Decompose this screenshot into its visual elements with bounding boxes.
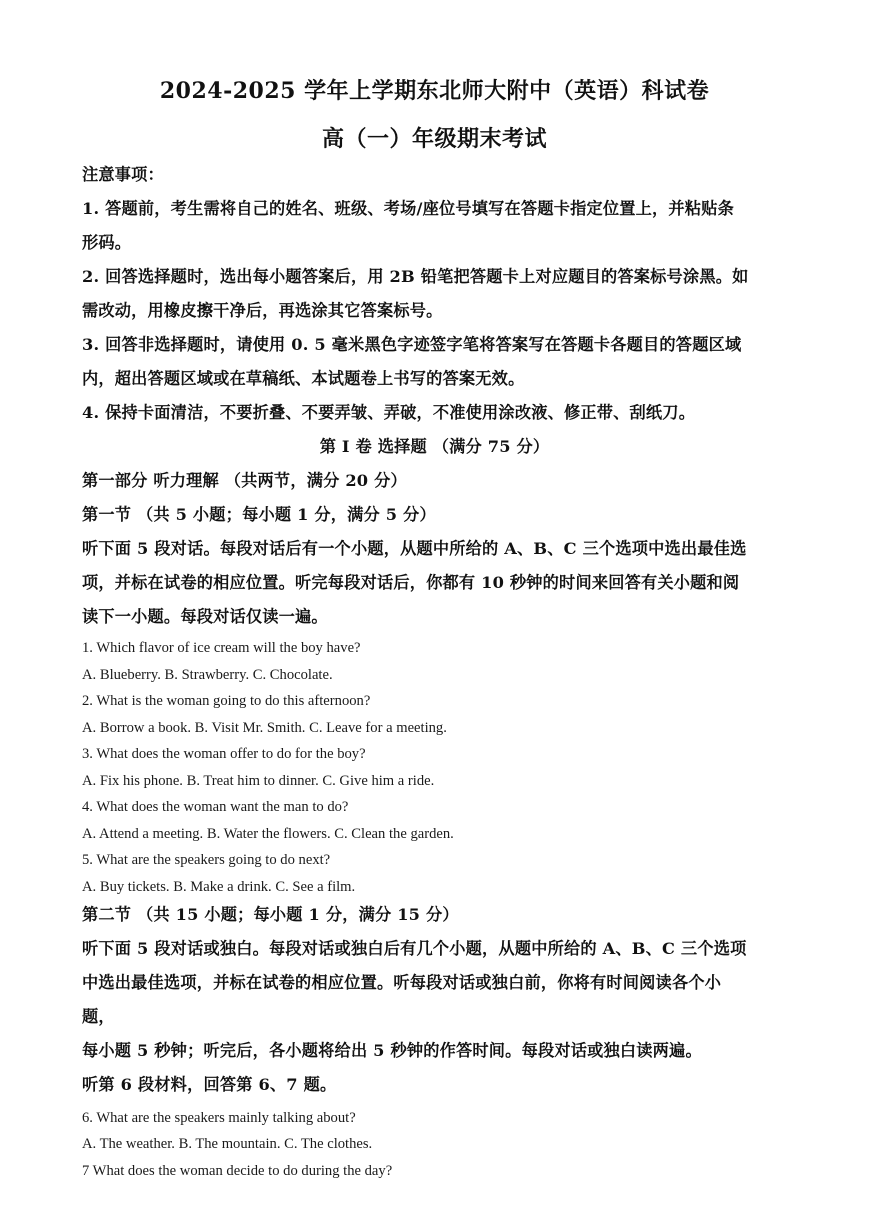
- volume-title: 第 I 卷 选择题 （满分 75 分）: [319, 437, 550, 456]
- question-2-options: A. Borrow a book. B. Visit Mr. Smith. C. Leave for a meeting.: [82, 720, 447, 736]
- question-6-options: A. The weather. B. The mountain. C. The clothes.: [82, 1136, 373, 1152]
- notice-item-2-line-1: 2. 回答选择题时，选出每小题答案后，用 2B 铅笔把答题卡上对应题目的答案标号涂黑。如: [82, 267, 749, 286]
- question-2: 2. What is the woman going to do this afternoon?: [82, 693, 371, 709]
- section-1-instruction-line-1: 听下面 5 段对话。每段对话后有一个小题，从题中所给的 A、B、C 三个选项中选出最佳选: [82, 539, 747, 558]
- section-1-instruction-line-2: 项，并标在试卷的相应位置。听完每段对话后，你都有 10 秒钟的时间来回答有关小题和阅: [82, 573, 740, 592]
- question-3: 3. What does the woman offer to do for the boy?: [82, 746, 366, 762]
- exam-title: 2024-2025 学年上学期东北师大附中（英语）科试卷: [159, 78, 710, 104]
- question-4: 4. What does the woman want the man to do?: [82, 799, 349, 815]
- notice-item-3-line-2: 内，超出答题区域或在草稿纸、本试题卷上书写的答案无效。: [82, 369, 525, 388]
- question-5-options: A. Buy tickets. B. Make a drink. C. See a film.: [82, 879, 356, 895]
- notice-heading: 注意事项：: [82, 165, 164, 184]
- section-1-instruction-line-3: 读下一小题。每段对话仅读一遍。: [82, 607, 328, 626]
- notice-item-1-line-1: 1. 答题前，考生需将自己的姓名、班级、考场/座位号填写在答题卡指定位置上，并粘贴条: [82, 199, 734, 218]
- question-6: 6. What are the speakers mainly talking about?: [82, 1110, 356, 1126]
- section-2-instruction-line-2: 中选出最佳选项，并标在试卷的相应位置。听每段对话或独白前，你将有时间阅读各个小: [82, 973, 722, 992]
- question-1: 1. Which flavor of ice cream will the boy have?: [82, 640, 361, 656]
- question-7: 7 What does the woman decide to do during the day?: [82, 1163, 393, 1179]
- exam-subtitle: 高（一）年级期末考试: [321, 126, 547, 152]
- section-2-instruction-line-4: 每小题 5 秒钟；听完后，各小题将给出 5 秒钟的作答时间。每段对话或独白读两遍。: [82, 1041, 702, 1060]
- notice-item-1-line-2: 形码。: [82, 233, 132, 252]
- notice-item-4: 4. 保持卡面清洁，不要折叠、不要弄皱、弄破，不准使用涂改液、修正带、刮纸刀。: [82, 403, 696, 422]
- question-5: 5. What are the speakers going to do next?: [82, 852, 331, 868]
- section-1-title: 第一节 （共 5 小题；每小题 1 分，满分 5 分）: [82, 505, 436, 524]
- notice-item-3-line-1: 3. 回答非选择题时，请使用 0. 5 毫米黑色字迹签字笔将答案写在答题卡各题目的答题区域: [82, 335, 742, 354]
- section-2-title: 第二节 （共 15 小题；每小题 1 分，满分 15 分）: [82, 905, 459, 924]
- question-3-options: A. Fix his phone. B. Treat him to dinner. C. Give him a ride.: [82, 773, 435, 789]
- part-1-title: 第一部分 听力理解 （共两节，满分 20 分）: [82, 471, 407, 490]
- question-1-options: A. Blueberry. B. Strawberry. C. Chocolate.: [82, 667, 333, 683]
- material-6-title: 听第 6 段材料，回答第 6、7 题。: [82, 1075, 337, 1094]
- section-2-instruction-line-1: 听下面 5 段对话或独白。每段对话或独白后有几个小题，从题中所给的 A、B、C 三个选项: [82, 939, 747, 958]
- notice-item-2-line-2: 需改动，用橡皮擦干净后，再选涂其它答案标号。: [82, 301, 443, 320]
- question-4-options: A. Attend a meeting. B. Water the flowers. C. Clean the garden.: [82, 826, 454, 842]
- section-2-instruction-line-3: 题，: [82, 1007, 115, 1026]
